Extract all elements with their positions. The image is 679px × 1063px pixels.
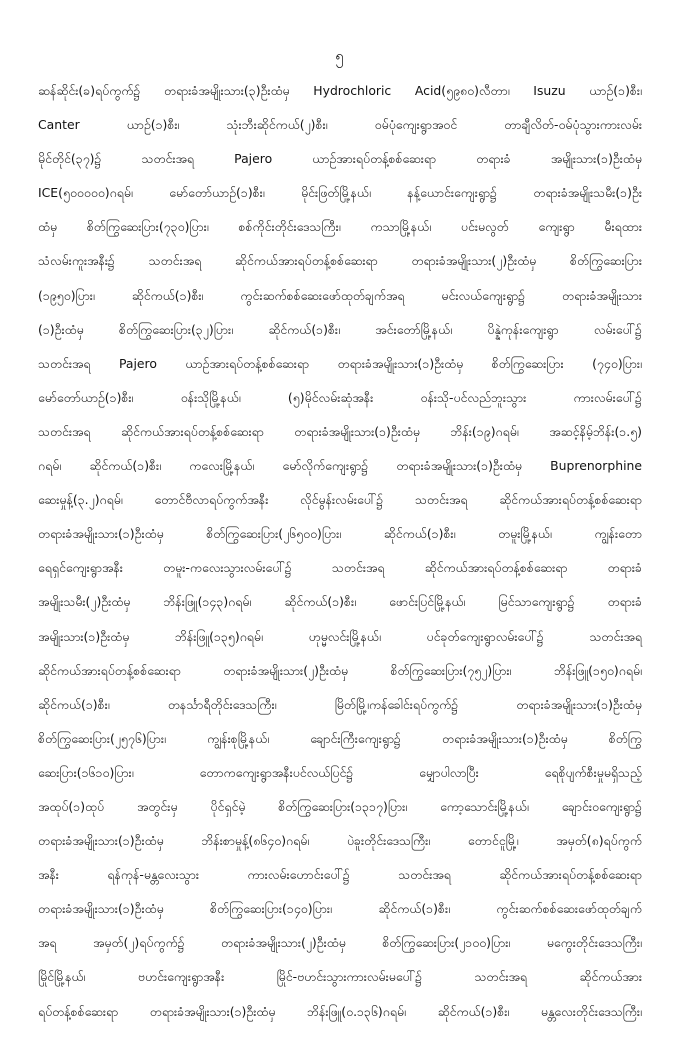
text-line: [38, 1029, 642, 1063]
text-line: မြိုင်မြို့နယ်၊ ဗဟင်းကျေးရွာအနီး မြိုင်-ဗဟင်းသွားကားလမ်းမပေါ်၌ သတင်းအရ ဆိုင်ကယ်အား: [38, 969, 642, 985]
report-body-text: [38, 74, 642, 1019]
text-line: သံလမ်းကူးအနီး၌ သတင်းအရ ဆိုင်ကယ်အားရပ်တန့်စစ်ဆေးရာ တရားခံအမျိုးသား(၂)ဦးထံမှ စိတ်ကြွဆေးပြား: [38, 253, 642, 269]
text-line: တရားခံအမျိုးသား(၁)ဦးထံမှ ဘိန်းစာမှုန့်(၈၆၄၀)ဂရမ်၊ ပဲခူးတိုင်းဒေသကြီး၊ တောင်ငူမြို့၊ အမှတ်(၈)ရပ်ကွက်: [38, 833, 642, 849]
text-line: အမျိုးသမီး(၂)ဦးထံမှ ဘိန်းဖြူ(၁၄၃)ဂရမ်၊ ဆိုင်ကယ်(၁)စီး၊ ဖောင်းပြင်မြို့နယ်၊ မြင်သာကျေးရွာ၌ တရားခံ: [38, 594, 642, 610]
text-line: ဂရမ်၊ ဆိုင်ကယ်(၁)စီး၊ ကလေးမြို့နယ်၊ မော်လိုက်ကျေးရွာ၌ တရားခံအမျိုးသား(၁)ဦးထံမှ Buprenorphine: [38, 458, 642, 474]
text-line: ဆေးပြား(၁၆၁၀)ပြား၊ တောကကျေးရွာအနီးပင်လယ်ပြင်၌ မျှောပါလာပြီး ရေစိုပျက်စီးမှုမရှိသည့်: [38, 764, 642, 780]
text-line: မိုင်တိုင်(၃၇)၌ သတင်းအရ Pajero ယာဉ်အားရပ်တန့်စစ်ဆေးရာ တရားခံ အမျိုးသား(၁)ဦးထံမှ: [38, 151, 642, 167]
text-line: တရားခံအမျိုးသား(၁)ဦးထံမှ စိတ်ကြွဆေးပြား(၁၄၀)ပြား၊ ဆိုင်ကယ်(၁)စီး၊ ကွင်းဆက်စစ်ဆေးဖော်ထုတ်ချက်: [38, 901, 642, 917]
text-line: ရပ်တန့်စစ်ဆေးရာ တရားခံအမျိုးသား(၁)ဦးထံမှ ဘိန်းဖြူ(၀.၁၃၆)ဂရမ်၊ ဆိုင်ကယ်(၁)စီး၊ မန္တလေးတိုင်းဒေသကြီး၊: [38, 1003, 642, 1019]
text-line: အထုပ်(၁)ထုပ် အတွင်းမှ ပိုင်ရှင်မဲ့ စိတ်ကြွဆေးပြား(၁၃၁၇)ပြား၊ ကော့သောင်းမြို့နယ်၊ ချောင်းဝကျေးရွာ၌: [38, 798, 642, 814]
text-line: ဆိုင်ကယ်အားရပ်တန့်စစ်ဆေးရာ တရားခံအမျိုးသား(၂)ဦးထံမှ စိတ်ကြွဆေးပြား(၇၅၂)ပြား၊ ဘိန်းဖြူ(၁၅၀)ဂရမ်၊: [38, 662, 642, 678]
page-number: ၅: [335, 47, 344, 65]
text-line: အမျိုးသား(၁)ဦးထံမှ ဘိန်းဖြူ(၁၃၅)ဂရမ်၊ ဟုမ္မလင်းမြို့နယ်၊ ပင်ခုတ်ကျေးရွာလမ်းပေါ်၌ သတင်းအရ: [38, 628, 642, 644]
text-line: ဆန်ဆိုင်း(ခ)ရပ်ကွက်၌ တရားခံအမျိုးသား(၃)ဦးထံမှ Hydrochloric Acid(၅၉၈၀)လီတာ၊ Isuzu ယာဉ်(၁)စီး၊: [38, 83, 642, 98]
text-line: ICE(၅၀၀၀၀၀)ဂရမ်၊ မော်တော်ယာဉ်(၁)စီး၊ မိုင်းဖြတ်မြို့နယ်၊ နန့်ယောင်းကျေးရွာ၌ တရားခံအမျိုးသမီး(၁)ဦး: [38, 185, 642, 201]
text-line: ရေရှင်ကျေးရွာအနီး တမူး-ကလေးသွားလမ်းပေါ်၌ သတင်းအရ ဆိုင်ကယ်အားရပ်တန့်စစ်ဆေးရာ တရားခံ: [38, 560, 642, 576]
text-line: သတင်းအရ Pajero ယာဉ်အားရပ်တန့်စစ်ဆေးရာ တရားခံအမျိုးသား(၁)ဦးထံမှ စိတ်ကြွဆေးပြား (၇၄၀)ပြား၊: [38, 355, 642, 371]
text-line: ထံမှ စိတ်ကြွဆေးပြား(၇၃၀)ပြား၊ စစ်ကိုင်းတိုင်းဒေသကြီး၊ ကသာမြို့နယ်၊ ပင်းမလွတ် ကျေးရွာ မီးရထား: [38, 219, 642, 235]
text-line: မော်တော်ယာဉ်(၁)စီး၊ ဝန်းသိုမြို့နယ်၊ (၅)မိုင်လမ်းဆုံအနီး ဝန်းသို-ပင်လည်ဘူးသွား ကားလမ်းပေါ်၌: [38, 389, 642, 405]
text-line: သတင်းအရ ဆိုင်ကယ်အားရပ်တန့်စစ်ဆေးရာ တရားခံအမျိုးသား(၁)ဦးထံမှ ဘိန်း(၁၉)ဂရမ်၊ အဆင့်နိမ့်ဘိန်း(၁.၅): [38, 423, 642, 439]
text-line: Canter ယာဉ်(၁)စီး၊ သုံးဘီးဆိုင်ကယ်(၂)စီး၊ ဝမ်ပုံကျေးရွာအဝင် တာချီလိတ်-ဝမ်ပုံသွားကားလမ်း: [38, 117, 642, 133]
text-line: ဆေးမှုန့်(၃.၂)ဂရမ်၊ တောင်ဗီလာရပ်ကွက်အနီး လိုင်မွန်းလမ်းပေါ်၌ သတင်းအရ ဆိုင်ကယ်အားရပ်တန့်စစ်ဆေးရာ: [38, 492, 642, 508]
text-line: (၁)ဦးထံမှ စိတ်ကြွဆေးပြား(၃၂)ပြား၊ ဆိုင်ကယ်(၁)စီး၊ အင်းတော်မြို့နယ်၊ ပိန္နဲကုန်းကျေးရွာ လမ်းပေါ်၌: [38, 321, 642, 337]
text-line: စိတ်ကြွဆေးပြား(၂၅၇၆)ပြား၊ ကျွန်းစုမြို့နယ်၊ ချောင်းကြီးကျေးရွာ၌ တရားခံအမျိုးသား(၁)ဦးထံမှ စိတ်ကြွ: [38, 730, 642, 746]
text-line: ဆိုင်ကယ်(၁)စီး၊ တနင်္သာရီတိုင်းဒေသကြီး၊ မြိတ်မြို့၊ကန်ခေါင်းရပ်ကွက်၌ တရားခံအမျိုးသား(၁)ဦးထံမှ: [38, 696, 642, 712]
text-line: (၁၉၅၀)ပြား၊ ဆိုင်ကယ်(၁)စီး၊ ကွင်းဆက်စစ်ဆေးဖော်ထုတ်ချက်အရ မင်းလယ်ကျေးရွာ၌ တရားခံအမျိုးသား: [38, 287, 642, 303]
text-line: အရ အမှတ်(၂)ရပ်ကွက်၌ တရားခံအမျိုးသား(၂)ဦးထံမှ စိတ်ကြွဆေးပြား(၂၁၀၀)ပြား၊ မကွေးတိုင်းဒေသကြီး၊: [38, 935, 642, 951]
text-line: တရားခံအမျိုးသား(၁)ဦးထံမှ စိတ်ကြွဆေးပြား(၂၆၅၀၀)ပြား၊ ဆိုင်ကယ်(၁)စီး၊ တမူးမြို့နယ်၊ ကျွန်းတော: [38, 526, 642, 542]
text-line: အနီး ရန်ကုန်-မန္တလေးသွား ကားလမ်းဟောင်းပေါ်၌ သတင်းအရ ဆိုင်ကယ်အားရပ်တန့်စစ်ဆေးရာ: [38, 867, 642, 883]
